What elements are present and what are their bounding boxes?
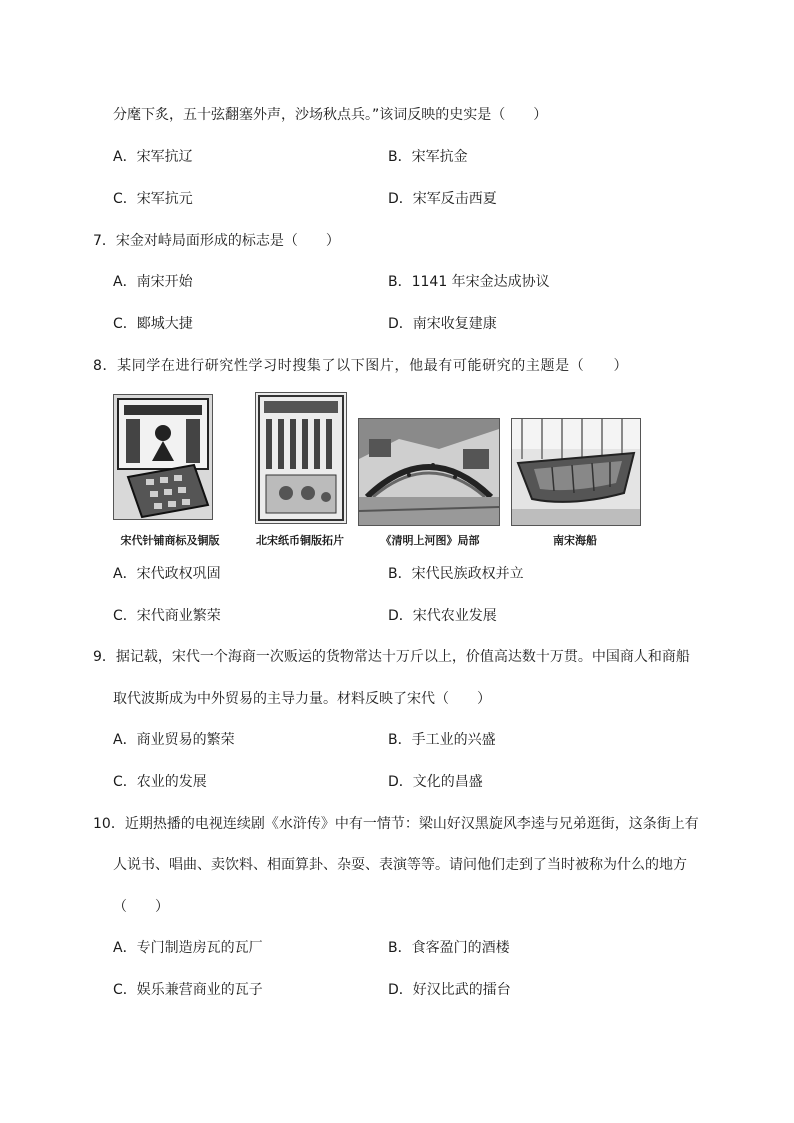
paper-money-rubbing-image — [255, 392, 347, 524]
q7-option-b: B．1141 年宋金达成协议 — [388, 274, 550, 290]
question-10-stem-line-2: 人说书、唱曲、卖饮料、相面算卦、杂耍、表演等等。请问他们走到了当时被称为什么的地方 — [113, 857, 687, 873]
question-7-stem: 7．宋金对峙局面形成的标志是（ ） — [93, 233, 340, 249]
figure-caption-2: 北宋纸币铜版拓片 — [256, 534, 344, 547]
qingming-scroll-image — [358, 418, 500, 526]
q6-option-d: D．宋军反击西夏 — [388, 191, 497, 207]
q7-option-d: D．南宋收复建康 — [388, 316, 497, 332]
q8-option-b: B．宋代民族政权并立 — [388, 566, 524, 582]
question-9-stem-line-1: 9．据记载，宋代一个海商一次贩运的货物常达十万斤以上，价值高达数十万贯。中国商人和商船 — [93, 649, 690, 665]
q6-option-a: A．宋军抗辽 — [113, 149, 193, 165]
q9-option-d: D．文化的昌盛 — [388, 774, 483, 790]
figure-caption-3: 《清明上河图》局部 — [380, 534, 480, 547]
q10-option-d: D．好汉比武的擂台 — [388, 982, 511, 998]
q10-option-a: A．专门制造房瓦的瓦厂 — [113, 940, 263, 956]
q7-option-c: C．郾城大捷 — [113, 316, 193, 332]
q10-option-b: B．食客盈门的酒楼 — [388, 940, 510, 956]
q8-option-d: D．宋代农业发展 — [388, 608, 497, 624]
question-10-stem-line-3: （ ） — [113, 899, 169, 915]
q10-option-c: C．娱乐兼营商业的瓦子 — [113, 982, 263, 998]
southern-song-seagoing-ship-image — [511, 418, 641, 526]
question-6-stem-continuation: 分麾下炙，五十弦翻塞外声，沙场秋点兵。”该词反映的史实是（ ） — [113, 107, 548, 123]
q6-option-b: B．宋军抗金 — [388, 149, 468, 165]
question-9-stem-line-2: 取代波斯成为中外贸易的主导力量。材料反映了宋代（ ） — [113, 691, 491, 707]
needle-shop-trademark-image — [113, 394, 213, 520]
q8-option-c: C．宋代商业繁荣 — [113, 608, 221, 624]
q8-option-a: A．宋代政权巩固 — [113, 566, 221, 582]
q6-option-c: C．宋军抗元 — [113, 191, 193, 207]
q9-option-a: A．商业贸易的繁荣 — [113, 732, 235, 748]
q7-option-a: A．南宋开始 — [113, 274, 193, 290]
figure-caption-4: 南宋海船 — [553, 534, 597, 547]
q9-option-c: C．农业的发展 — [113, 774, 207, 790]
question-10-stem-line-1: 10．近期热播的电视连续剧《水浒传》中有一情节：梁山好汉黑旋风李逵与兄弟逛街，这条街上有 — [93, 816, 699, 832]
figure-caption-1: 宋代针铺商标及铜版 — [120, 534, 220, 547]
q9-option-b: B．手工业的兴盛 — [388, 732, 496, 748]
question-8-stem: 8．某同学在进行研究性学习时搜集了以下图片，他最有可能研究的主题是（ ） — [93, 358, 629, 374]
